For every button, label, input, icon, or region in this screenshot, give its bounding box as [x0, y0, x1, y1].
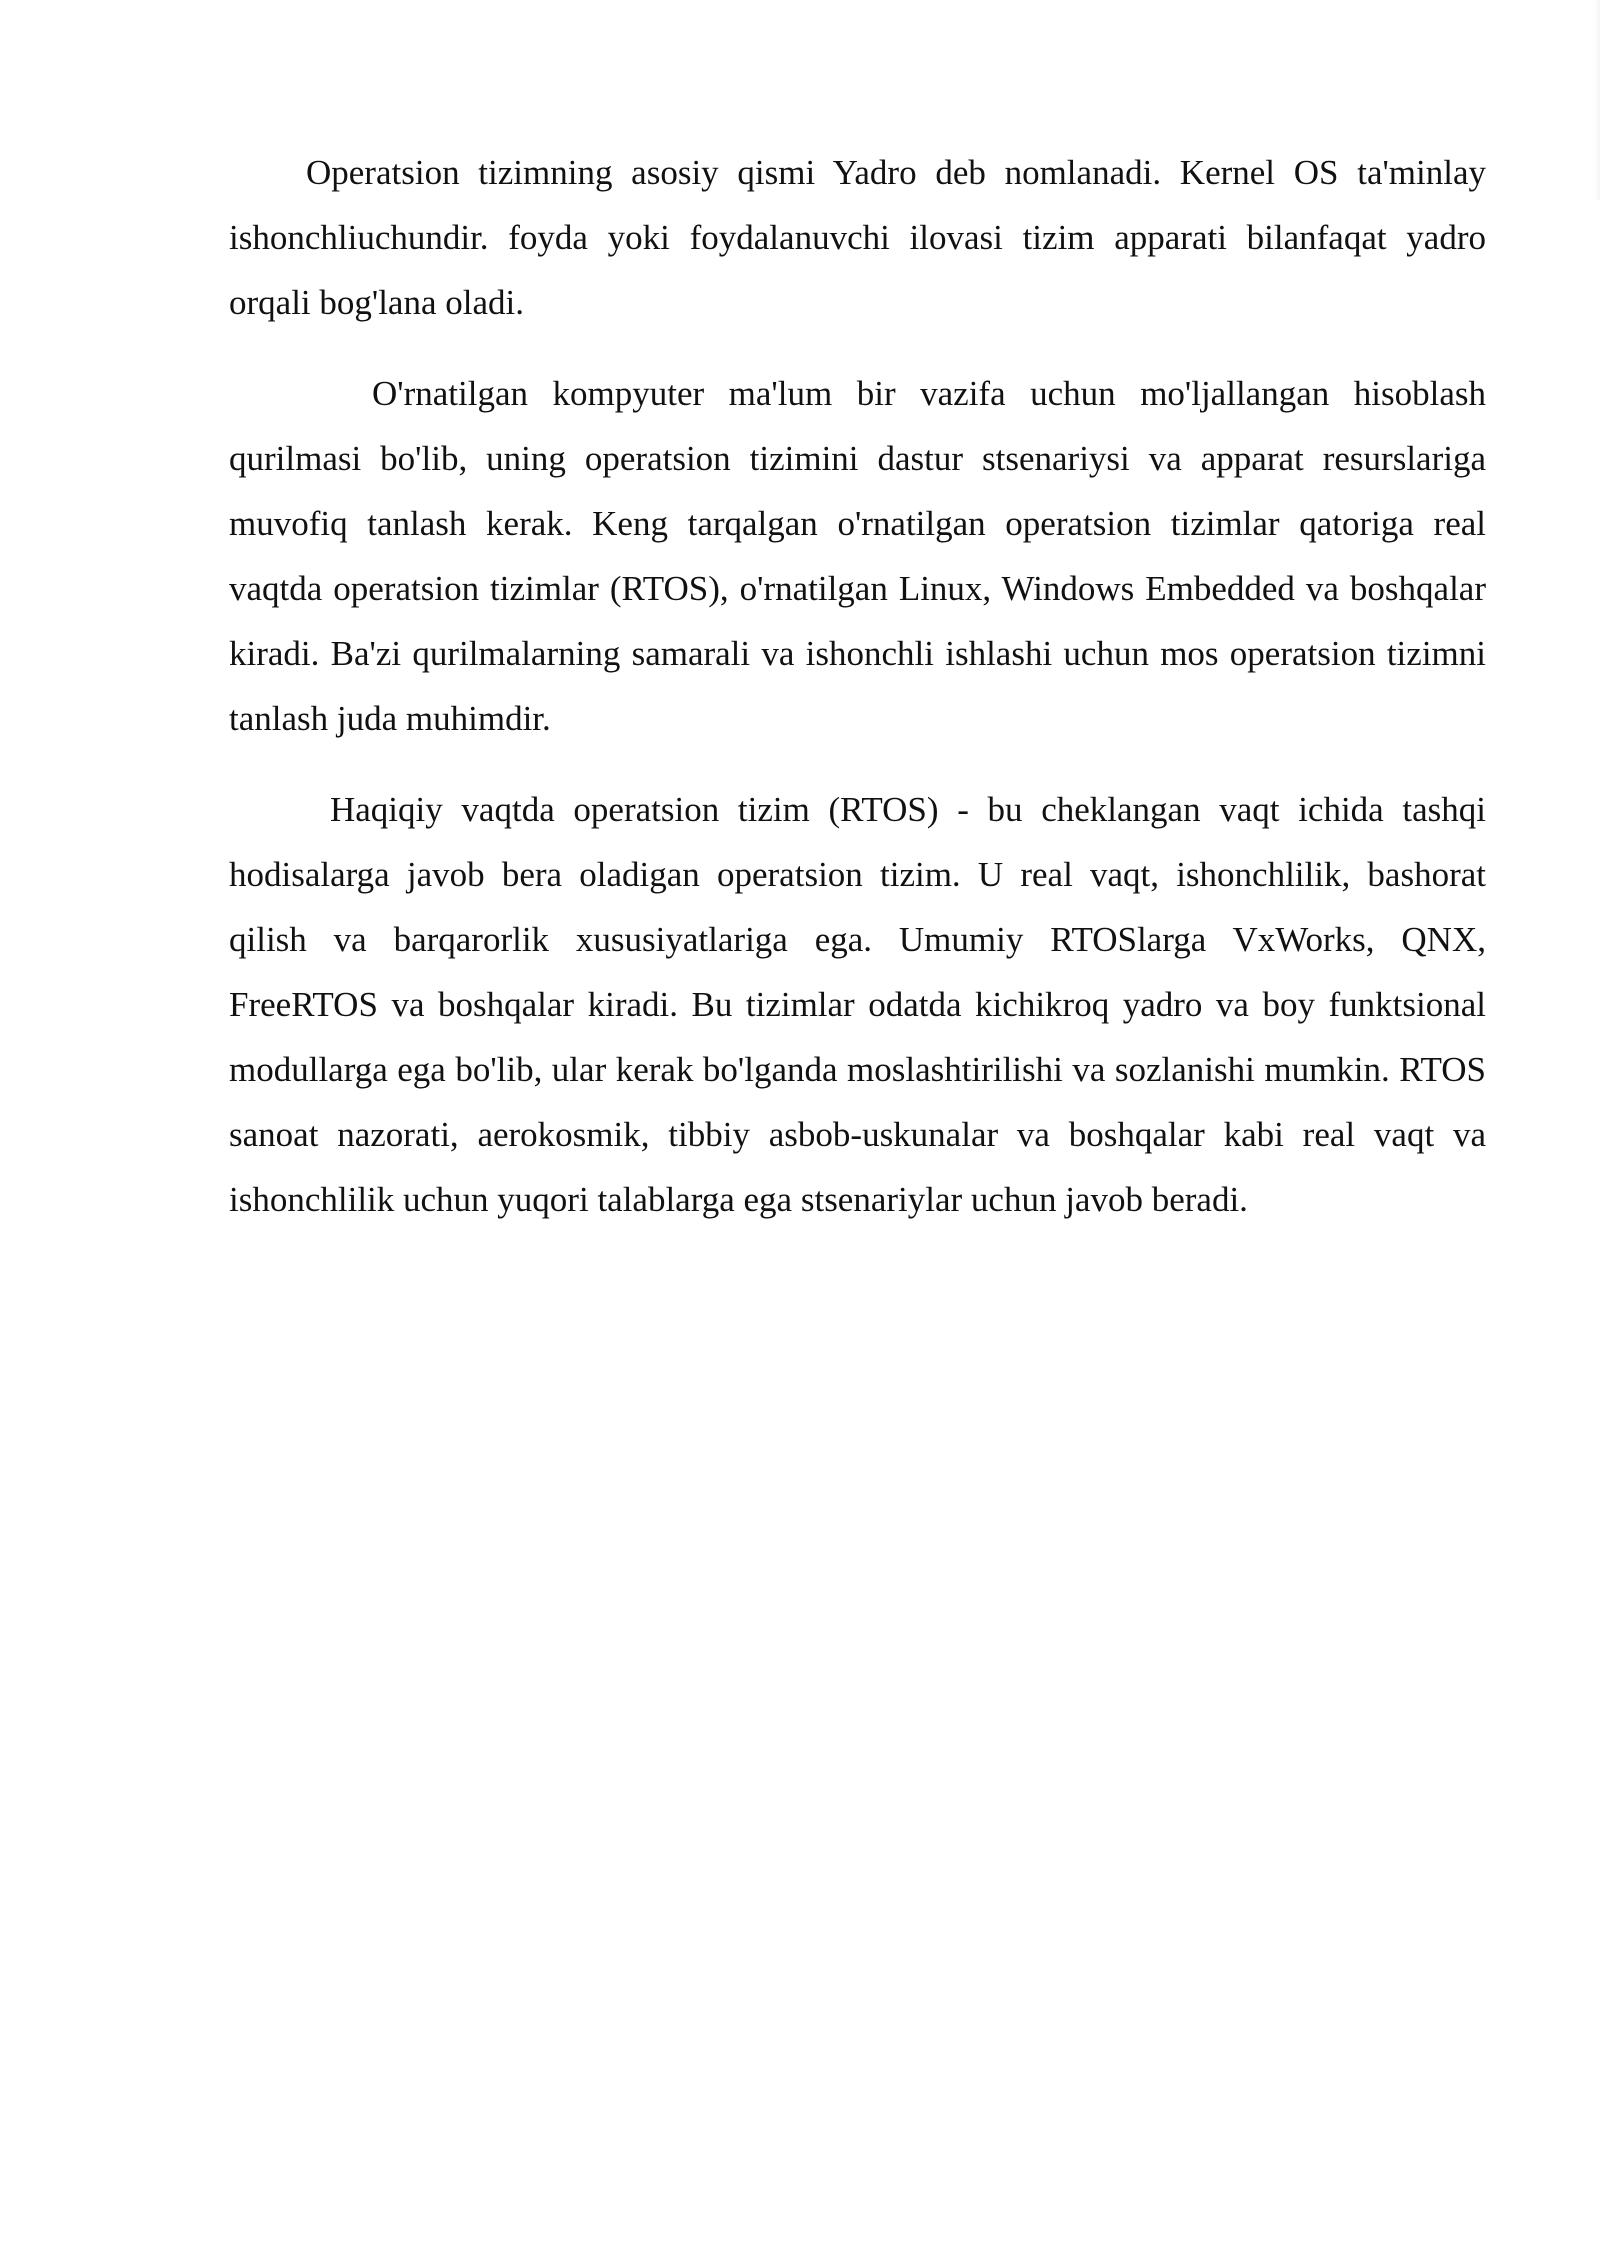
document-body	[229, 140, 1486, 1258]
page-edge-shadow	[1594, 0, 1600, 200]
paragraph-rtos: Haqiqiy vaqtda operatsion tizim (RTOS) - bu cheklangan vaqt ichida tashqi hodisalarga javob bera oladigan operatsion tizim. U real vaqt, ishonchlilik, bashorat qilish va barqarorlik xususiyatlariga ega. Umumiy RTOSlarga VxWorks, QNX, FreeRTOS va boshqalar kiradi. Bu tizimlar odatda kichikroq yadro va boy funktsional modullarga ega bo'lib, ular kerak bo'lganda moslashtirilishi va sozlanishi mumkin. RTOS sanoat nazorati, aerokosmik, tibbiy asbob-uskunalar va boshqalar kabi real vaqt va ishonchlilik uchun yuqori talablarga ega stsenariylar uchun javob beradi.	[229, 790, 1486, 1219]
paragraph-kernel: Operatsion tizimning asosiy qismi Yadro deb nomlanadi. Kernel OS ta'minlay ishonchliuchundir. foyda yoki foydalanuvchi ilovasi tizim apparati bilanfaqat yadro orqali bog'lana oladi.	[229, 153, 1486, 322]
paragraph-embedded-os: O'rnatilgan kompyuter ma'lum bir vazifa uchun mo'ljallangan hisoblash qurilmasi bo'lib, uning operatsion tizimini dastur stsenariysi va apparat resurslariga muvofiq tanlash kerak. Keng tarqalgan o'rnatilgan operatsion tizimlar qatoriga real vaqtda operatsion tizimlar (RTOS), o'rnatilgan Linux, Windows Embedded va boshqalar kiradi. Ba'zi qurilmalarning samarali va ishonchli ishlashi uchun mos operatsion tizimni tanlash juda muhimdir.	[229, 374, 1486, 738]
